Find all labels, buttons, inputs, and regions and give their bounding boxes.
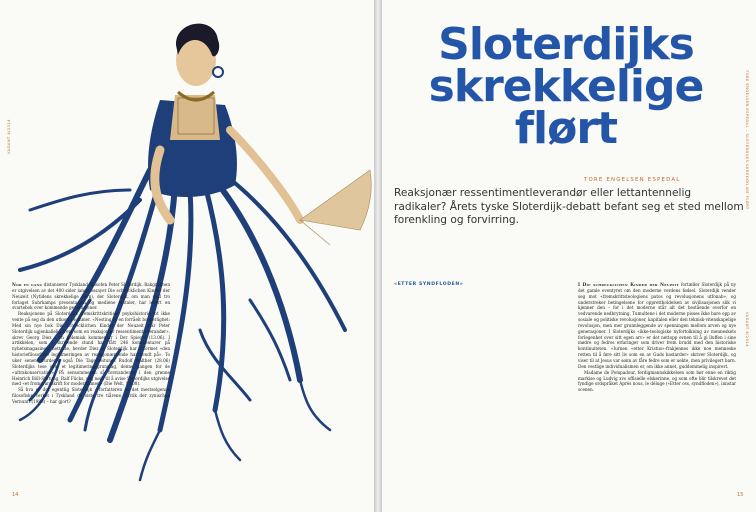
paragraph — [578, 282, 736, 370]
lead-in: Nor en gang — [12, 282, 43, 287]
right-body-column-2 — [578, 282, 736, 393]
paragraph-text: distanserer Tyskland filosofen Peter Sloterdijk. Bakgrunnen er utgivelsen av det 400 sider lange essayet Die schrecklichen Kinder der Neuzeit (Nytidens skrekkelige barn), der Sloterdijk, om man skal tro forlaget Suhrkamps presentasjon og mediene omtaler, har levert en svartebok over kommende generasjoner. — [12, 282, 170, 311]
title-line: Sloterdijks — [438, 19, 694, 70]
paragraph — [12, 387, 170, 405]
left-body-column — [12, 282, 170, 405]
right-body-column-1 — [394, 282, 554, 294]
vertical-running-head: TORE ENGELSEN ESPEDAL – SLOTERDIJKS SKREKKELIGE FLØRT — [745, 70, 749, 210]
article-title — [416, 19, 716, 154]
paragraph — [12, 282, 170, 311]
vertical-label-lower: VAGANT 4/2014 — [745, 312, 749, 348]
paragraph-text: Så hva er det egentlig Sloterdijk – forfatteren av det mestselgende filosofiske verket i Tyskland de siste tre tiårene, Kritik der zynischen Vernunft (1983) – har gjort? — [12, 387, 170, 404]
paragraph-text: fortæller Sloterdijk på ny det gamle eventyret om den moderne verdens fødsel. Sloterdijk vender seg mot «fremskrittsteologiens patos og revolusjonens utfonab», og understreker betingelsene for opprettholdelsen av sivilisasjonen slik vi kjenner den – for i det moderne står alt det bestående overfor en vedvarende nedbrytning. Tumultene i det moderne pisses ikke bare opp av sosiale og politiske revolusjoner, kapitalen eller den teknisk-vitenskapelige revolusjon, men mer grunnleggende av spenningen mellom arven og nye generasjoner. I Sloterdijks «ikke-teologiske nyfortolkning av menneskets forlegenhet over sitt egen arv» er det nettopp evnen til å gi lluffen i sine mødre og fedres erfaringer som driver frem brudd med den historiske kontinuiteten. «Iurnen «etter Kristus»-frakjennes ikke noe menneske retten til å føre sitt liv som en av Guds bastarder» skriver Sloterdijk, og viser til at Jesus var sønn av fåre fedre som er uekte, men privilegert barn. Den vestlige individualismen er, om ikke annet, guddommelig inspirert. — [578, 282, 736, 369]
illustration — [0, 0, 374, 512]
subheading: «ETTER SYNDFLODEN» — [394, 282, 464, 287]
author-byline: TORE ENGELSEN ESPEDAL — [584, 177, 681, 183]
title-line: flørt — [514, 103, 618, 154]
left-page — [0, 0, 374, 512]
right-page — [382, 0, 756, 512]
title-line: skrekkelige — [428, 61, 704, 112]
paragraph-text: Madame de Pompadour, ferdigmannskikkelsen som bør enne en riktig markise og Ludvig xvs offisielle elskerinne, og som ofte blir tilskrevet det fyndige ordspråket Après nous, le déluge («Etter oss, syndfloden»), innstar scenen. — [578, 369, 737, 393]
lead-in: I Die schrecklichen Kinder der Neuzeit — [578, 282, 680, 287]
ingress: Reaksjonær ressentimentleverandør eller lettantennelig radikaler? Årets tyske Sloterdijk-debatt befant seg et sted mellom forenkling og forvirring. — [394, 187, 744, 226]
paragraph-text: Reaksjonene på Sloterdijks fremskrittskritiske psykohistorie lot ikke vente på seg da den utkom i sommer. «Nesting til en forråelt borgerlighet: Med sin nye bok Die schrecklichen Kinder der Neuzeit står Peter Sloterdijk ugjenkallelig frem som en reaksjonær ressentimentleverandør», skrev Georg Diez i en polemisk kommentar i Der Spiegel (13.06). I artikkelen, som i skrivende stund har fått 246 kommentarer på nyhetsmagasinets nettside, hevder Diez at Sloterdijk har utformet «den historiefilosofiske legitimeringen av reaksjonærvende har vondt på». To uker senere vurderte også Die Tageszeitungs Rudolf Walther (28.06) Sloterdijks tese som et legitimeringsgrunnlag, denne gangen for de «ultrakonservative». På sensommeren så forstanderen i den grønne Heinrich Böll-Stiftung, Ralf Fücks, seg nødt til å avise Sloterdijks utgivelse med «et fromsvarsskrift for modernismen» (Die Welt, 13.08). — [12, 311, 170, 387]
paragraph — [578, 370, 736, 393]
page-number: 15 — [737, 492, 744, 498]
paragraph — [12, 311, 170, 387]
gutter — [374, 0, 382, 512]
page-number: 14 — [12, 492, 19, 498]
vertical-label: VAGANT 4/2014 — [7, 118, 11, 154]
